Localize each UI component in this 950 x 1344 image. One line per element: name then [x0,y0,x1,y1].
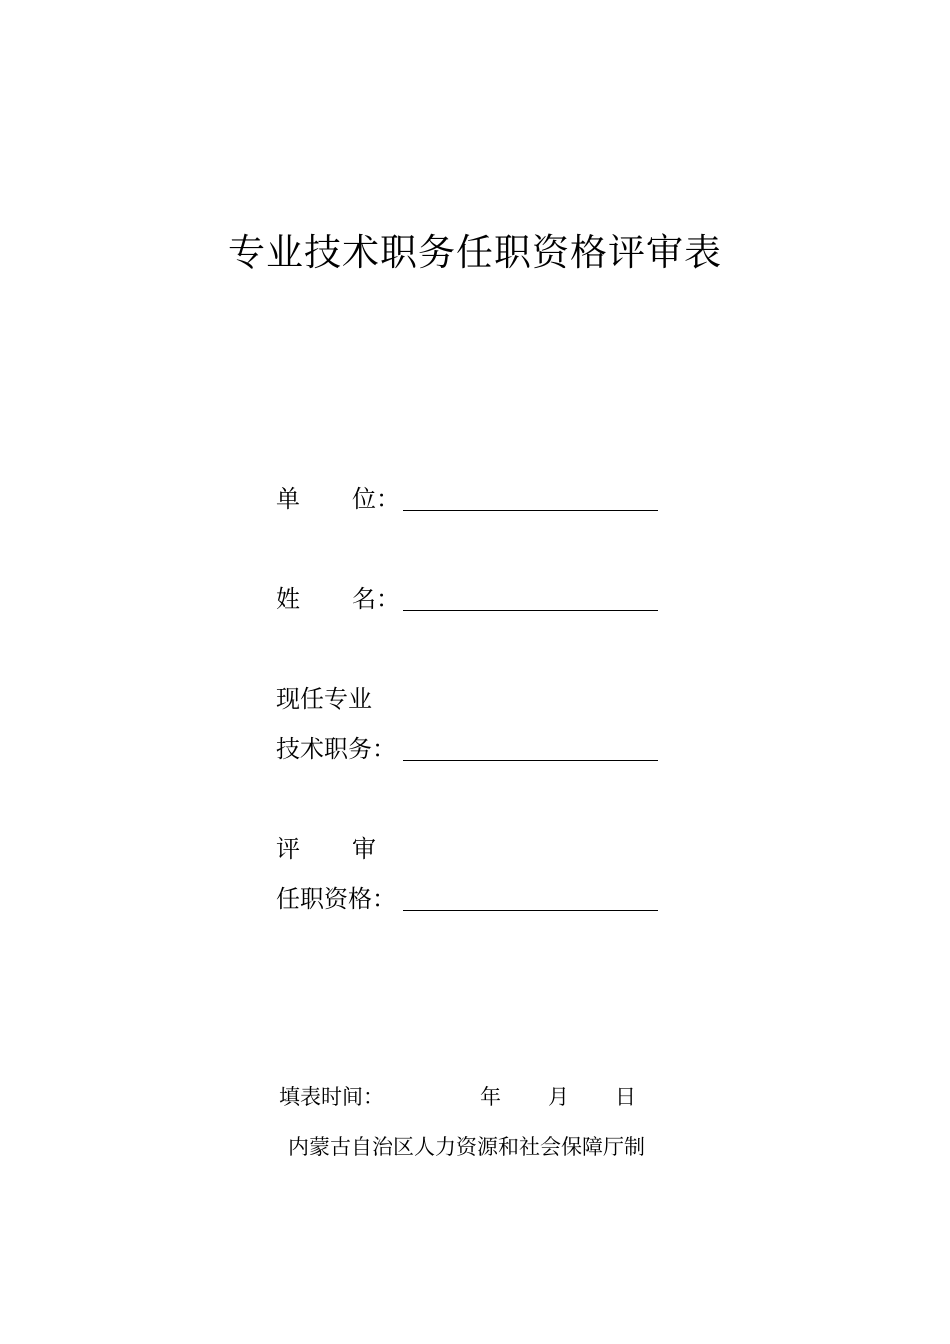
review-label-line2: 任职资格： [276,885,396,913]
unit-field-line[interactable] [403,510,658,511]
name-label: 姓名： [276,585,400,613]
review-label-text: 评审 [276,835,376,863]
document-title: 专业技术职务任职资格评审表 [228,231,722,274]
current-title-label-line1: 现任专业 [276,685,372,713]
fill-time-label: 填表时间： [279,1085,384,1109]
name-label-text: 姓名 [276,585,376,613]
review-field-line[interactable] [403,910,658,911]
fill-time-day: 日 [615,1085,636,1109]
review-label-line1 [276,834,376,864]
fill-time-month: 月 [548,1085,569,1109]
unit-label-text: 单位 [276,485,376,513]
current-title-label-line2: 技术职务： [276,735,396,763]
current-title-field-line[interactable] [403,760,658,761]
fill-time-year: 年 [480,1085,501,1109]
issuer-text: 内蒙古自治区人力资源和社会保障厅制 [288,1135,645,1159]
unit-label: 单位： [276,485,400,513]
name-field-line[interactable] [403,610,658,611]
